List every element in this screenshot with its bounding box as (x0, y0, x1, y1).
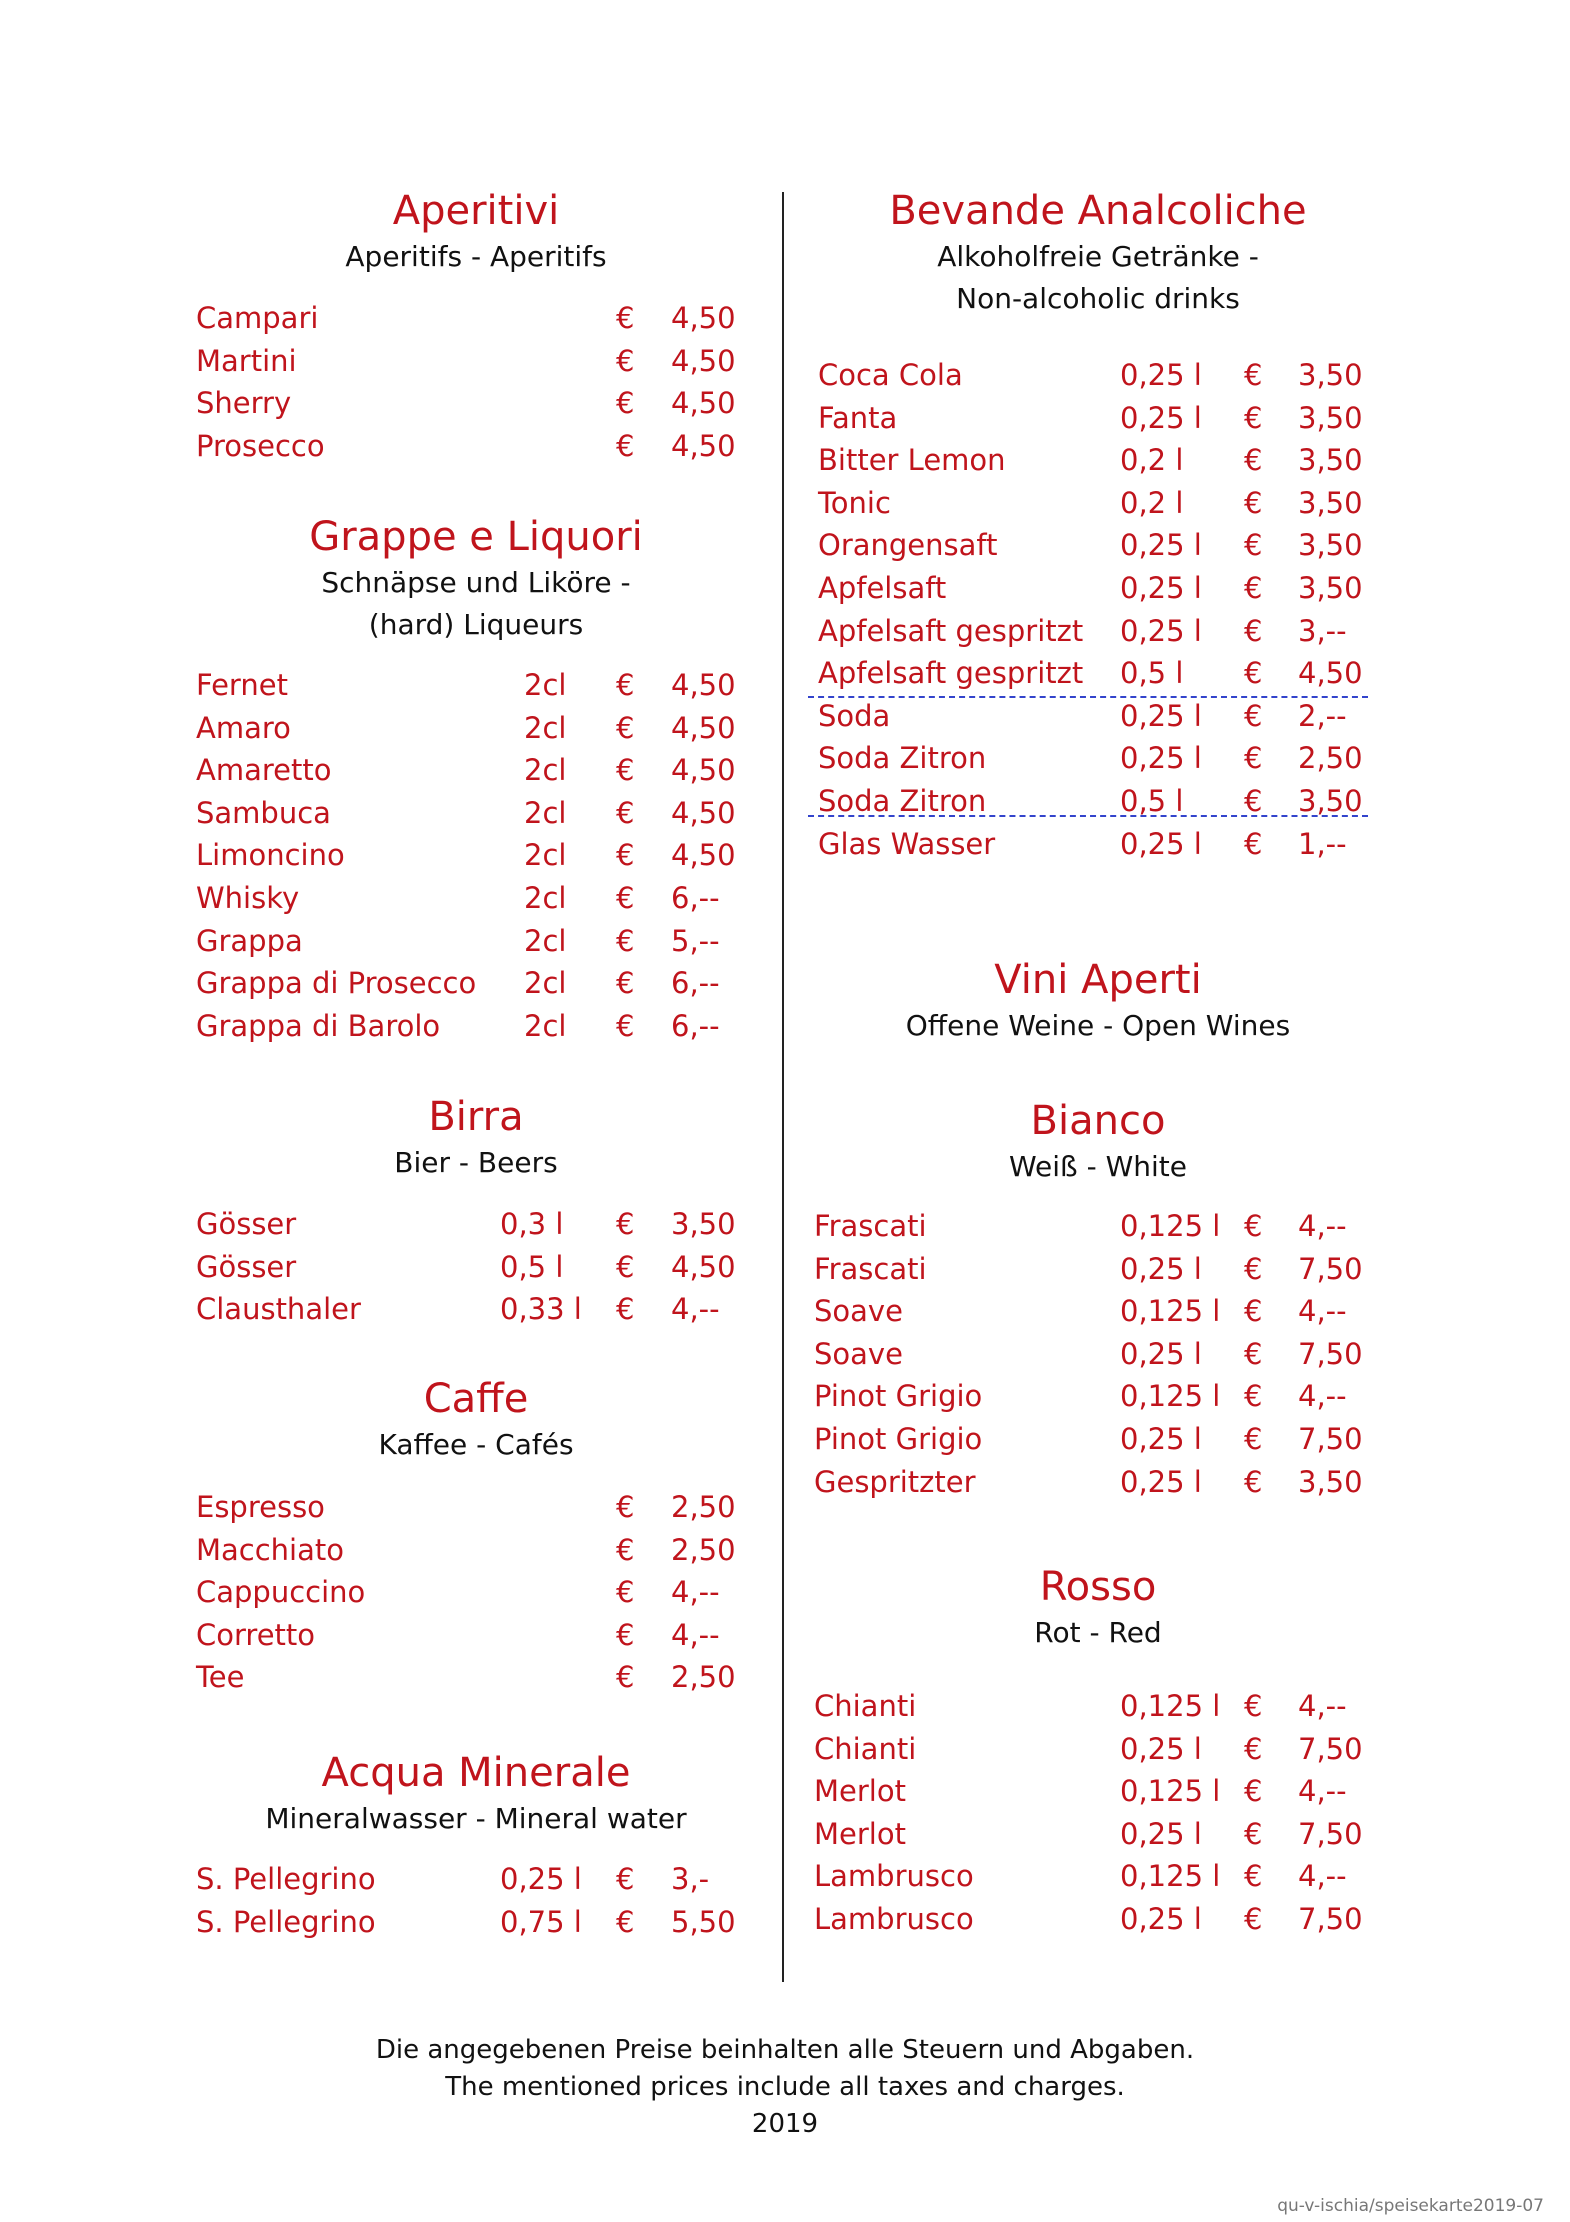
list-item (808, 1205, 1388, 1248)
item-price: 6,-- (671, 880, 720, 915)
item-size: 2cl (524, 1008, 567, 1043)
item-name: Lambrusco (814, 1901, 974, 1936)
euro-sign: € (616, 1249, 635, 1284)
section-subtitle: Aperitifs - Aperitifs (345, 240, 607, 273)
item-size: 0,25 l (1120, 698, 1202, 733)
list-item (808, 397, 1388, 440)
list-item (196, 877, 756, 920)
item-name: Martini (196, 343, 297, 378)
euro-sign: € (616, 966, 635, 1001)
section-title: Grappe e Liquori (309, 514, 643, 560)
item-price: 3,50 (1298, 358, 1363, 392)
list-item (808, 1728, 1388, 1771)
item-price: 4,50 (671, 428, 736, 463)
section-caffe (196, 1374, 756, 1466)
item-price: 4,-- (671, 1617, 720, 1652)
item-price: 7,50 (1298, 1901, 1363, 1936)
item-name: Grappa di Barolo (196, 1008, 441, 1043)
item-name: Lambrusco (814, 1859, 974, 1894)
euro-sign: € (1244, 400, 1263, 435)
euro-sign: € (616, 1575, 635, 1610)
euro-sign: € (1244, 570, 1263, 605)
euro-sign: € (1244, 1774, 1263, 1809)
item-price: 5,-- (671, 923, 720, 958)
item-price: 4,-- (1298, 1294, 1347, 1329)
section-subtitle: Rot - Red (1034, 1616, 1162, 1649)
list-item (196, 1203, 756, 1246)
euro-sign: € (1244, 1816, 1263, 1851)
item-size: 0,25 l (1120, 1421, 1202, 1456)
item-size: 0,25 l (1120, 570, 1202, 605)
item-name: Orangensaft (818, 528, 998, 563)
item-name: Cappuccino (196, 1575, 366, 1610)
dashed-underline (808, 696, 1368, 698)
item-name: Coca Cola (818, 358, 963, 392)
item-name: Chianti (814, 1731, 917, 1766)
dashed-underline (808, 815, 1368, 817)
item-size: 2cl (524, 880, 567, 915)
item-name: Fanta (818, 400, 898, 435)
euro-sign: € (1244, 1901, 1263, 1936)
list-item (808, 482, 1388, 525)
item-name: S. Pellegrino (196, 1862, 376, 1896)
section-birra (196, 1092, 756, 1184)
euro-sign: € (616, 880, 635, 915)
section-subtitle: Weiß - White (1008, 1150, 1187, 1183)
euro-sign: € (616, 753, 635, 788)
item-name: Soda (818, 698, 891, 733)
list-item (196, 1529, 756, 1572)
item-name: Clausthaler (196, 1292, 361, 1327)
item-name: Tonic (818, 485, 891, 520)
item-name: Gösser (196, 1207, 297, 1241)
item-name: Pinot Grigio (814, 1421, 983, 1456)
item-size: 0,25 l (1120, 528, 1202, 563)
list-item (808, 1461, 1388, 1504)
footer-year: 2019 (751, 2109, 819, 2139)
list-item (196, 1656, 756, 1699)
item-size: 0,125 l (1120, 1859, 1221, 1894)
item-name: Grappa (196, 923, 303, 958)
list-item (808, 1418, 1388, 1461)
list-item (808, 354, 1388, 397)
item-price: 3,50 (1298, 570, 1363, 605)
footer-line-english: The mentioned prices include all taxes and charges. (445, 2072, 1125, 2102)
euro-sign: € (616, 1207, 635, 1241)
footer-note (0, 2032, 1570, 2143)
euro-sign: € (616, 1490, 635, 1524)
item-price: 7,50 (1298, 1251, 1363, 1286)
list-item (196, 749, 756, 792)
item-size: 0,25 l (1120, 358, 1202, 392)
list-item (196, 1246, 756, 1289)
section-subtitle: Schnäpse und Liköre - (321, 566, 631, 599)
item-price: 3,50 (671, 1207, 736, 1241)
column-divider (782, 192, 784, 1982)
euro-sign: € (616, 1617, 635, 1652)
list-item (196, 297, 756, 340)
item-name: Gespritzter (814, 1464, 976, 1499)
item-size: 0,25 l (1120, 1731, 1202, 1766)
list-item (808, 1685, 1388, 1728)
list-item (196, 340, 756, 383)
section-subtitle: Kaffee - Cafés (378, 1428, 574, 1461)
euro-sign: € (1244, 1689, 1263, 1723)
item-price: 3,- (671, 1862, 710, 1896)
list-item (808, 1248, 1388, 1291)
euro-sign: € (1244, 1294, 1263, 1329)
euro-sign: € (1244, 613, 1263, 648)
list-item (808, 524, 1388, 567)
item-name: Merlot (814, 1816, 906, 1851)
euro-sign: € (616, 668, 635, 702)
item-price: 4,50 (671, 386, 736, 421)
item-price: 4,-- (1298, 1209, 1347, 1243)
item-list (196, 1486, 756, 1699)
item-name: Campari (196, 301, 319, 335)
list-item (196, 1571, 756, 1614)
list-item (808, 1770, 1388, 1813)
euro-sign: € (1244, 826, 1263, 861)
item-price: 4,50 (671, 301, 736, 335)
item-price: 4,50 (671, 710, 736, 745)
euro-sign: € (1244, 1731, 1263, 1766)
euro-sign: € (616, 1904, 635, 1939)
item-name: Soave (814, 1294, 903, 1329)
euro-sign: € (1244, 1464, 1263, 1499)
section-title: Acqua Minerale (321, 1750, 631, 1796)
item-price: 5,50 (671, 1904, 736, 1939)
euro-sign: € (616, 838, 635, 873)
item-price: 2,50 (671, 1660, 736, 1695)
list-item (196, 382, 756, 425)
list-item (808, 1813, 1388, 1856)
item-name: Bitter Lemon (818, 443, 1006, 478)
item-name: Frascati (814, 1251, 927, 1286)
euro-sign: € (1244, 783, 1263, 818)
list-item (808, 567, 1388, 610)
item-size: 2cl (524, 923, 567, 958)
item-price: 3,50 (1298, 485, 1363, 520)
list-item (196, 707, 756, 750)
item-price: 2,50 (1298, 741, 1363, 776)
item-price: 1,-- (1298, 826, 1347, 861)
euro-sign: € (616, 710, 635, 745)
euro-sign: € (1244, 1336, 1263, 1371)
item-list (196, 664, 756, 1047)
item-size: 0,25 l (1120, 826, 1202, 861)
item-size: 0,75 l (500, 1904, 582, 1939)
file-path-stamp: qu-v-ischia/speisekarte2019-07 (1277, 2196, 1544, 2216)
section-rosso (808, 1562, 1388, 1654)
item-list (196, 297, 756, 467)
item-price: 7,50 (1298, 1336, 1363, 1371)
list-item (196, 834, 756, 877)
euro-sign: € (616, 1660, 635, 1695)
euro-sign: € (616, 795, 635, 830)
item-size: 0,125 l (1120, 1689, 1221, 1723)
euro-sign: € (1244, 528, 1263, 563)
item-price: 4,-- (1298, 1774, 1347, 1809)
euro-sign: € (616, 1862, 635, 1896)
section-subtitle: Mineralwasser - Mineral water (265, 1802, 687, 1835)
list-item (196, 1005, 756, 1048)
section-vini-aperti (808, 955, 1388, 1047)
section-bianco (808, 1096, 1388, 1188)
item-price: 4,50 (671, 343, 736, 378)
item-name: Apfelsaft gespritzt (818, 656, 1084, 691)
list-item (196, 920, 756, 963)
list-item (196, 1614, 756, 1657)
item-name: Merlot (814, 1774, 906, 1809)
item-size: 0,125 l (1120, 1209, 1221, 1243)
item-name: Grappa di Prosecco (196, 966, 477, 1001)
item-price: 4,-- (671, 1575, 720, 1610)
section-aperitivi (196, 186, 756, 278)
item-price: 2,50 (671, 1490, 736, 1524)
list-item (808, 1375, 1388, 1418)
euro-sign: € (1244, 1251, 1263, 1286)
footer-line-german: Die angegebenen Preise beinhalten alle Steuern und Abgaben. (375, 2035, 1195, 2065)
item-name: Prosecco (196, 428, 325, 463)
item-name: Glas Wasser (818, 826, 996, 861)
section-subtitle: Non-alcoholic drinks (956, 282, 1240, 315)
item-size: 2cl (524, 668, 567, 702)
item-size: 0,2 l (1120, 443, 1184, 478)
item-size: 0,25 l (1120, 1336, 1202, 1371)
section-bevande-analcoliche (808, 186, 1388, 320)
item-list (808, 1205, 1388, 1503)
euro-sign: € (1244, 741, 1263, 776)
euro-sign: € (1244, 1209, 1263, 1243)
item-price: 4,50 (671, 838, 736, 873)
list-item (808, 652, 1388, 695)
item-price: 3,50 (1298, 443, 1363, 478)
item-size: 0,25 l (1120, 741, 1202, 776)
item-size: 0,5 l (1120, 656, 1184, 691)
item-name: Espresso (196, 1490, 325, 1524)
item-price: 4,50 (671, 795, 736, 830)
item-name: Macchiato (196, 1532, 345, 1567)
item-price: 3,50 (1298, 783, 1363, 818)
item-price: 2,50 (671, 1532, 736, 1567)
item-price: 7,50 (1298, 1816, 1363, 1851)
section-acqua-minerale (196, 1748, 756, 1840)
euro-sign: € (616, 343, 635, 378)
item-price: 4,50 (671, 1249, 736, 1284)
list-item (808, 1898, 1388, 1941)
item-price: 2,-- (1298, 698, 1347, 733)
item-size: 0,3 l (500, 1207, 564, 1241)
list-item (196, 1288, 756, 1331)
item-name: Frascati (814, 1209, 927, 1243)
item-list (196, 1203, 756, 1331)
item-price: 4,-- (1298, 1689, 1347, 1723)
item-size: 0,5 l (1120, 783, 1184, 818)
item-price: 6,-- (671, 966, 720, 1001)
item-size: 0,125 l (1120, 1294, 1221, 1329)
list-item (196, 425, 756, 468)
item-list (808, 1685, 1388, 1941)
section-title: Caffe (423, 1376, 529, 1422)
section-title: Bevande Analcoliche (889, 188, 1307, 234)
item-name: S. Pellegrino (196, 1904, 376, 1939)
item-name: Sambuca (196, 795, 331, 830)
item-price: 4,50 (671, 668, 736, 702)
item-size: 0,25 l (1120, 1816, 1202, 1851)
list-item (196, 962, 756, 1005)
list-item (808, 695, 1388, 738)
euro-sign: € (616, 1292, 635, 1327)
section-title: Bianco (1030, 1098, 1166, 1144)
item-size: 0,25 l (500, 1862, 582, 1896)
item-size: 2cl (524, 710, 567, 745)
euro-sign: € (616, 923, 635, 958)
list-item (808, 737, 1388, 780)
item-size: 2cl (524, 753, 567, 788)
item-price: 7,50 (1298, 1731, 1363, 1766)
list-item (808, 610, 1388, 653)
euro-sign: € (616, 386, 635, 421)
list-item (196, 1901, 756, 1944)
item-name: Apfelsaft gespritzt (818, 613, 1084, 648)
item-name: Soda Zitron (818, 741, 987, 776)
item-price: 4,-- (671, 1292, 720, 1327)
item-name: Tee (196, 1660, 245, 1695)
item-price: 4,50 (1298, 656, 1363, 691)
section-subtitle: (hard) Liqueurs (368, 608, 584, 641)
item-name: Soave (814, 1336, 903, 1371)
item-size: 0,25 l (1120, 613, 1202, 648)
item-size: 2cl (524, 795, 567, 830)
item-size: 0,2 l (1120, 485, 1184, 520)
euro-sign: € (616, 428, 635, 463)
list-item (196, 1858, 756, 1901)
item-size: 0,125 l (1120, 1379, 1221, 1414)
section-subtitle: Bier - Beers (394, 1146, 558, 1179)
item-size: 0,25 l (1120, 1251, 1202, 1286)
euro-sign: € (1244, 1379, 1263, 1414)
item-name: Amaro (196, 710, 291, 745)
item-size: 0,25 l (1120, 400, 1202, 435)
item-name: Sherry (196, 386, 292, 421)
section-title: Rosso (1039, 1564, 1157, 1610)
list-item (196, 792, 756, 835)
item-list (196, 1858, 756, 1943)
euro-sign: € (1244, 698, 1263, 733)
section-title: Vini Aperti (994, 957, 1202, 1003)
item-name: Apfelsaft (818, 570, 947, 605)
item-price: 3,50 (1298, 528, 1363, 563)
item-name: Amaretto (196, 753, 332, 788)
euro-sign: € (1244, 1859, 1263, 1894)
section-title: Birra (428, 1094, 524, 1140)
item-name: Pinot Grigio (814, 1379, 983, 1414)
euro-sign: € (1244, 656, 1263, 691)
item-size: 0,25 l (1120, 1901, 1202, 1936)
item-name: Corretto (196, 1617, 316, 1652)
list-item (808, 439, 1388, 482)
item-name: Limoncino (196, 838, 345, 873)
item-price: 4,50 (671, 753, 736, 788)
list-item (808, 1333, 1388, 1376)
item-price: 3,-- (1298, 613, 1347, 648)
list-item (196, 1486, 756, 1529)
euro-sign: € (1244, 1421, 1263, 1456)
item-price: 4,-- (1298, 1379, 1347, 1414)
section-subtitle: Offene Weine - Open Wines (905, 1009, 1291, 1042)
euro-sign: € (1244, 485, 1263, 520)
euro-sign: € (1244, 358, 1263, 392)
item-price: 6,-- (671, 1008, 720, 1043)
item-size: 2cl (524, 838, 567, 873)
item-size: 0,125 l (1120, 1774, 1221, 1809)
euro-sign: € (616, 1008, 635, 1043)
list-item (808, 823, 1388, 866)
list-item (808, 1855, 1388, 1898)
item-size: 0,25 l (1120, 1464, 1202, 1499)
list-item (808, 1290, 1388, 1333)
list-item (196, 664, 756, 707)
section-title: Aperitivi (392, 188, 560, 234)
euro-sign: € (1244, 443, 1263, 478)
item-name: Fernet (196, 668, 288, 702)
item-name: Whisky (196, 880, 300, 915)
euro-sign: € (616, 301, 635, 335)
item-price: 3,50 (1298, 400, 1363, 435)
section-grappe-liquori (196, 512, 756, 646)
item-price: 7,50 (1298, 1421, 1363, 1456)
item-size: 0,5 l (500, 1249, 564, 1284)
item-size: 0,33 l (500, 1292, 582, 1327)
item-price: 3,50 (1298, 1464, 1363, 1499)
item-name: Gösser (196, 1249, 297, 1284)
item-name: Soda Zitron (818, 783, 987, 818)
item-price: 4,-- (1298, 1859, 1347, 1894)
euro-sign: € (616, 1532, 635, 1567)
item-name: Chianti (814, 1689, 917, 1723)
section-subtitle: Alkoholfreie Getränke - (937, 240, 1259, 273)
item-size: 2cl (524, 966, 567, 1001)
item-list (808, 354, 1388, 865)
